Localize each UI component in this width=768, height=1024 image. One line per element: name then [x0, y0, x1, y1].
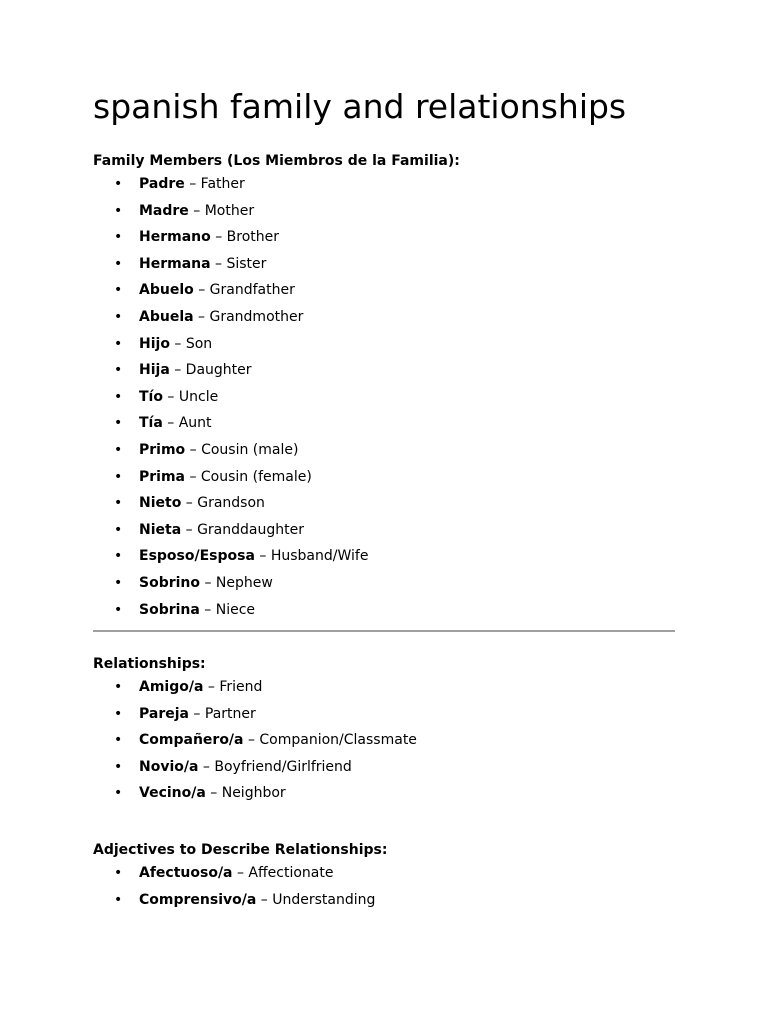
relationships-list [93, 674, 675, 807]
spanish-term: Tío [139, 388, 163, 405]
spanish-term: Hija [139, 362, 170, 379]
spanish-term: Padre [139, 176, 185, 192]
separator: – [184, 176, 201, 192]
spanish-term: Prima [139, 468, 185, 485]
bullet-icon: • [114, 785, 123, 802]
adjectives-heading: Adjectives to Describe Relationships: [93, 842, 388, 859]
separator: – [188, 202, 205, 219]
bullet-icon: • [114, 891, 123, 908]
list-item [93, 224, 675, 251]
spanish-term: Amigo/a [139, 679, 204, 696]
separator: – [232, 865, 249, 882]
list-item [93, 543, 675, 570]
list-item [93, 171, 675, 198]
separator: – [169, 335, 186, 352]
spanish-term: Tía [139, 415, 163, 432]
list-item [93, 331, 675, 358]
list-item [93, 490, 675, 517]
spanish-term: Esposo/Esposa [139, 548, 255, 565]
family-members-list [93, 171, 675, 623]
english-meaning: Husband/Wife [270, 548, 369, 565]
english-meaning: Niece [215, 601, 256, 618]
bullet-icon: • [114, 388, 123, 405]
separator: – [193, 308, 210, 325]
bullet-icon: • [114, 415, 123, 432]
list-item [93, 464, 675, 491]
page-title: spanish family and relationships [93, 87, 627, 126]
english-meaning: Friend [219, 679, 263, 696]
english-meaning: Brother [226, 229, 280, 246]
english-meaning: Cousin (female) [200, 468, 312, 485]
english-meaning: Companion/Classmate [259, 732, 417, 749]
bullet-icon: • [114, 308, 123, 325]
bullet-icon: • [114, 495, 123, 512]
spanish-term: Sobrina [139, 601, 200, 618]
separator: – [188, 705, 205, 722]
english-meaning: Son [185, 335, 213, 352]
english-meaning: Affectionate [248, 865, 334, 882]
english-meaning: Sister [226, 255, 267, 272]
english-meaning: Aunt [178, 415, 212, 432]
separator: – [185, 441, 202, 458]
english-meaning: Daughter [185, 362, 252, 379]
english-meaning: Neighbor [221, 785, 286, 802]
separator: – [210, 255, 227, 272]
bullet-icon: • [114, 176, 123, 192]
separator: – [169, 362, 186, 379]
list-item [93, 597, 675, 624]
separator: – [181, 495, 198, 512]
english-meaning: Cousin (male) [201, 441, 299, 458]
spanish-term: Hermano [139, 229, 211, 246]
bullet-icon: • [114, 441, 123, 458]
spanish-term: Vecino/a [139, 785, 206, 802]
document-page [93, 84, 675, 913]
list-item [93, 517, 675, 544]
bullet-icon: • [114, 362, 123, 379]
list-item [93, 277, 675, 304]
family-members-heading: Family Members (Los Miembros de la Familia): [93, 153, 460, 169]
spanish-term: Compañero/a [139, 732, 244, 749]
list-item [93, 251, 675, 278]
english-meaning: Boyfriend/Girlfriend [214, 758, 352, 775]
spanish-term: Abuela [139, 308, 194, 325]
adjectives-list [93, 860, 675, 913]
list-item [93, 780, 675, 807]
spanish-term: Abuelo [139, 282, 194, 299]
spanish-term: Nieto [139, 495, 182, 512]
section-divider [93, 630, 675, 632]
english-meaning: Grandfather [209, 282, 295, 299]
english-meaning: Partner [204, 705, 256, 722]
list-item [93, 198, 675, 225]
separator: – [254, 548, 271, 565]
spanish-term: Primo [139, 441, 186, 458]
separator: – [181, 521, 198, 538]
list-item [93, 887, 675, 914]
bullet-icon: • [114, 865, 123, 882]
bullet-icon: • [114, 601, 123, 618]
spanish-term: Hijo [139, 335, 170, 352]
bullet-icon: • [114, 548, 123, 565]
spanish-term: Hermana [139, 255, 211, 272]
spanish-term: Nieta [139, 521, 182, 538]
list-item [93, 701, 675, 728]
list-item [93, 570, 675, 597]
spanish-term: Madre [139, 202, 189, 219]
list-item [93, 384, 675, 411]
separator: – [198, 758, 215, 775]
list-item [93, 674, 675, 701]
spanish-term: Sobrino [139, 574, 201, 591]
separator: – [210, 229, 227, 246]
separator: – [243, 732, 260, 749]
spanish-term: Comprensivo/a [139, 891, 257, 908]
english-meaning: Mother [204, 202, 255, 219]
bullet-icon: • [114, 468, 123, 485]
bullet-icon: • [114, 521, 123, 538]
english-meaning: Father [200, 176, 245, 192]
bullet-icon: • [114, 705, 123, 722]
separator: – [200, 574, 216, 591]
bullet-icon: • [114, 732, 123, 749]
list-item [93, 860, 675, 887]
spanish-term: Novio/a [139, 758, 199, 775]
bullet-icon: • [114, 229, 123, 246]
bullet-icon: • [114, 202, 123, 219]
separator: – [162, 388, 179, 405]
english-meaning: Uncle [178, 388, 219, 405]
bullet-icon: • [114, 758, 123, 775]
bullet-icon: • [114, 335, 123, 352]
list-item [93, 727, 675, 754]
spanish-term: Afectuoso/a [139, 865, 233, 882]
list-item [93, 754, 675, 781]
english-meaning: Granddaughter [197, 521, 304, 538]
separator: – [203, 679, 220, 696]
relationships-heading: Relationships: [93, 656, 206, 673]
spanish-term: Pareja [139, 705, 189, 722]
english-meaning: Nephew [215, 574, 273, 591]
list-item [93, 304, 675, 331]
english-meaning: Grandmother [209, 308, 304, 325]
english-meaning: Understanding [272, 891, 376, 908]
separator: – [162, 415, 179, 432]
list-item [93, 410, 675, 437]
separator: – [193, 282, 210, 299]
bullet-icon: • [114, 282, 123, 299]
bullet-icon: • [114, 255, 123, 272]
list-item [93, 437, 675, 464]
bullet-icon: • [114, 574, 123, 591]
bullet-icon: • [114, 679, 123, 696]
english-meaning: Grandson [197, 495, 265, 512]
separator: – [205, 785, 222, 802]
separator: – [199, 601, 216, 618]
separator: – [256, 891, 273, 908]
list-item [93, 357, 675, 384]
separator: – [185, 468, 201, 485]
